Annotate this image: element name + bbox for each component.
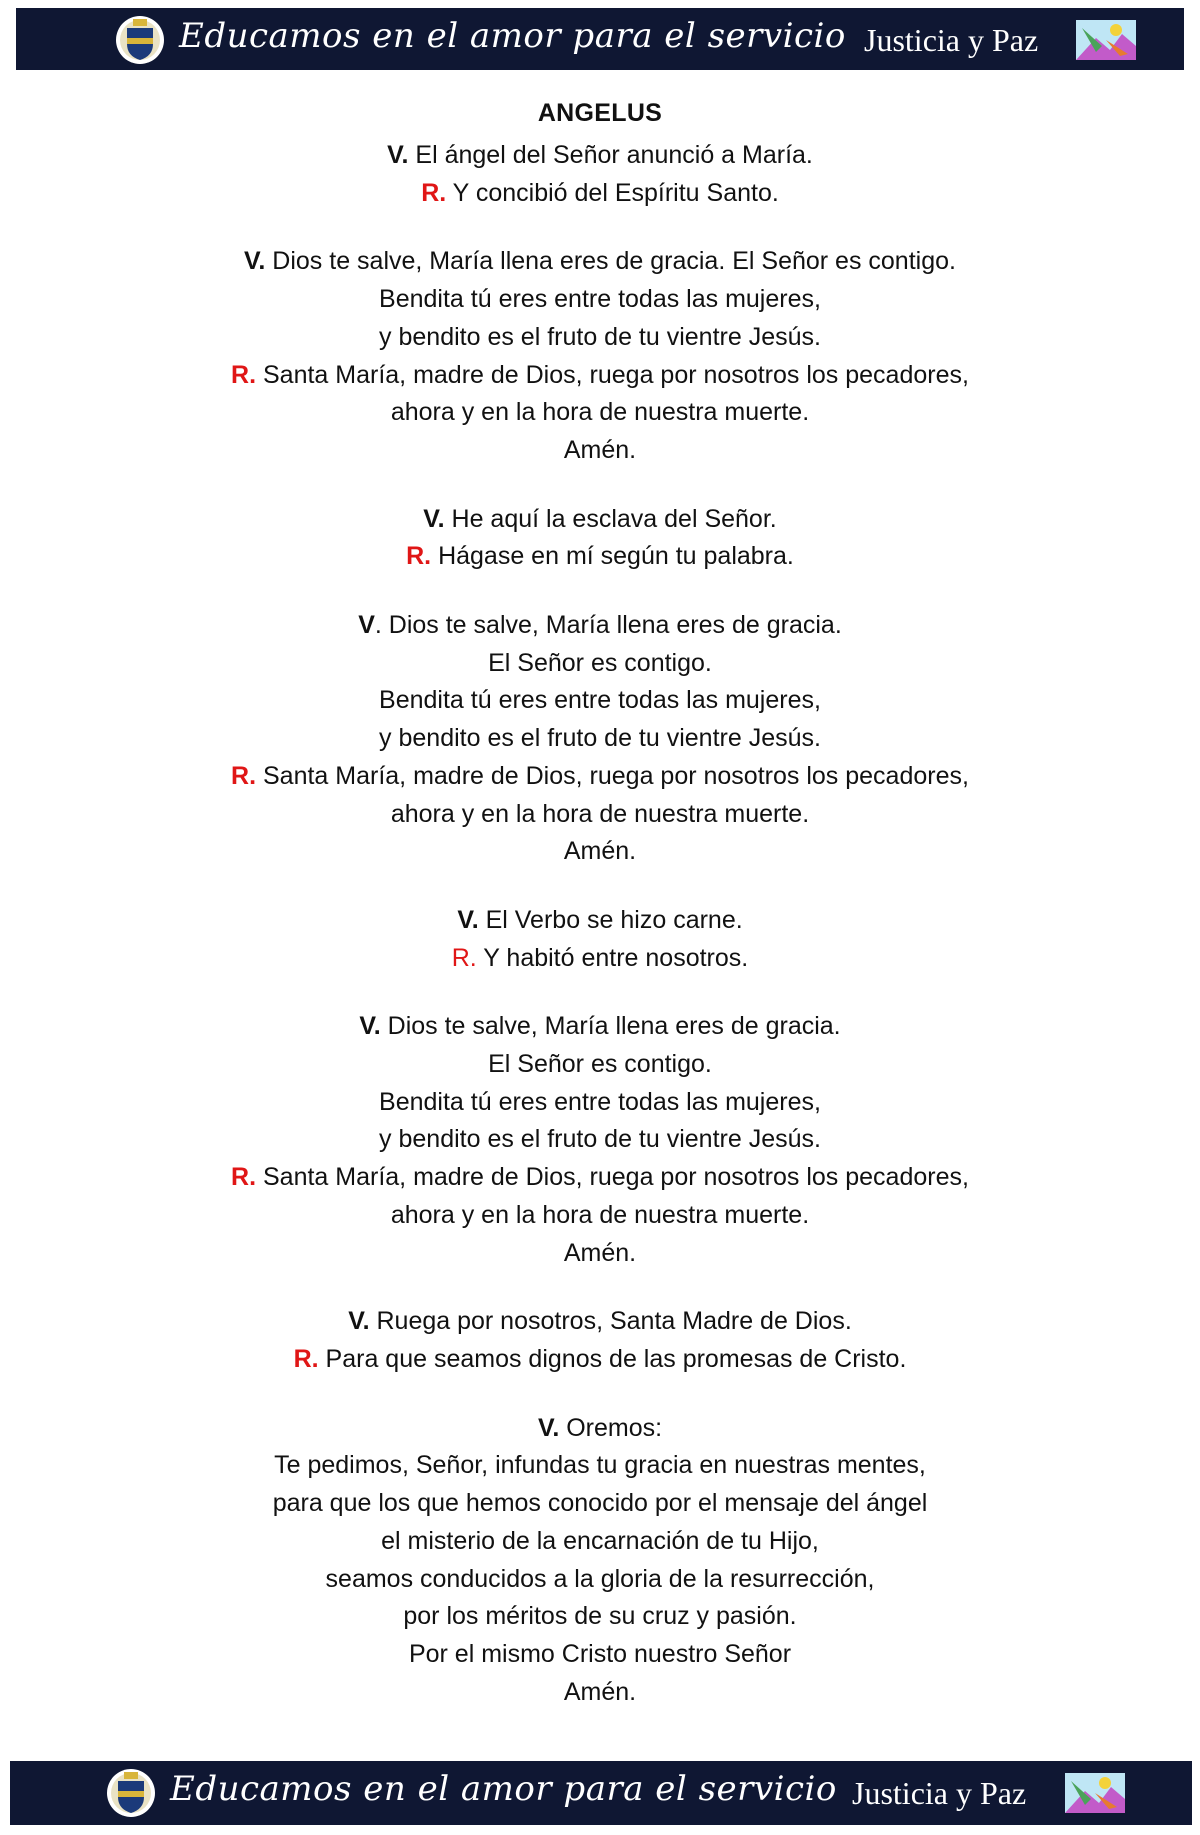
prayer-line-text: Amén. [563, 435, 637, 464]
prayer-line [0, 501, 1200, 539]
versicle-marker: V. [359, 1012, 381, 1041]
prayer-line [0, 1485, 1200, 1523]
prayer-stanza [0, 137, 1200, 212]
prayer-line-text: Amén. [563, 1238, 637, 1267]
prayer-line [0, 902, 1200, 940]
school-crest-icon [113, 14, 167, 66]
prayer-line-text: el misterio de la encarnación de tu Hijo, [381, 1526, 819, 1555]
prayer-line [0, 137, 1200, 175]
footer-area-title: Justicia y Paz [852, 1775, 1027, 1811]
prayer-line [0, 1197, 1200, 1235]
prayer-line-text: Y concibió del Espíritu Santo. [446, 178, 779, 207]
versicle-marker: V. [423, 504, 445, 533]
response-marker: R. [451, 943, 477, 972]
response-marker: R. [421, 178, 447, 207]
prayer-line-text: Bendita tú eres entre todas las mujeres, [379, 1087, 821, 1116]
prayer-line [0, 538, 1200, 576]
versicle-marker: V. [244, 247, 266, 276]
footer-banner [10, 1761, 1192, 1825]
prayer-line [0, 720, 1200, 758]
justice-peace-badge-icon [1076, 20, 1136, 60]
prayer-line-text: ahora y en la hora de nuestra muerte. [390, 1200, 810, 1229]
prayer-line [0, 682, 1200, 720]
header-area-title: Justicia y Paz [864, 22, 1039, 58]
prayer-line [0, 1341, 1200, 1379]
prayer-stanza [0, 1008, 1200, 1272]
prayer-line [0, 1159, 1200, 1197]
prayer-line-text: Bendita tú eres entre todas las mujeres, [379, 686, 821, 715]
prayer-line [0, 1598, 1200, 1636]
prayer-line [0, 645, 1200, 683]
prayer-line-text: para que los que hemos conocido por el mensaje del ángel [272, 1489, 928, 1518]
prayer-line [0, 1447, 1200, 1485]
prayer-line [0, 319, 1200, 357]
prayer-line-text: ahora y en la hora de nuestra muerte. [390, 398, 810, 427]
prayer-line-text: Por el mismo Cristo nuestro Señor [408, 1639, 792, 1668]
prayer-line-text: seamos conducidos a la gloria de la resurrección, [325, 1564, 875, 1593]
prayer-line [0, 833, 1200, 871]
versicle-marker: V. [457, 905, 479, 934]
header-banner [16, 8, 1184, 70]
prayer-line [0, 796, 1200, 834]
prayer-stanza [0, 1303, 1200, 1378]
prayer-line-text: Santa María, madre de Dios, ruega por nosotros los pecadores, [256, 761, 969, 790]
prayer-line-text: Amén. [563, 837, 637, 866]
prayer-line-text: y bendito es el fruto de tu vientre Jesús. [379, 724, 821, 753]
prayer-line [0, 1008, 1200, 1046]
response-marker: R. [293, 1344, 319, 1373]
prayer-line-text: El Verbo se hizo carne. [478, 905, 743, 934]
versicle-marker: V. [348, 1307, 370, 1336]
prayer-line-text: Santa María, madre de Dios, ruega por nosotros los pecadores, [256, 360, 969, 389]
response-marker: R. [231, 360, 257, 389]
prayer-line-text: Amén. [563, 1677, 637, 1706]
prayer-line [0, 281, 1200, 319]
justice-peace-badge-icon [1065, 1773, 1125, 1813]
response-marker: R. [231, 761, 257, 790]
prayer-line-text: por los méritos de su cruz y pasión. [403, 1602, 797, 1631]
prayer-content [0, 95, 1200, 1742]
prayer-line-text: Te pedimos, Señor, infundas tu gracia en nuestras mentes, [274, 1451, 926, 1480]
versicle-marker: V. [387, 141, 409, 169]
prayer-line-text: y bendito es el fruto de tu vientre Jesús. [379, 1125, 821, 1154]
versicle-marker: V. [537, 1413, 560, 1442]
prayer-line [0, 1046, 1200, 1084]
header-motto: Educamos en el amor para el servicio [179, 16, 846, 56]
prayer-line [0, 432, 1200, 470]
prayer-line-text: Dios te salve, María llena eres de gracia. El Señor es contigo. [265, 247, 956, 276]
footer-motto: Educamos en el amor para el servicio [170, 1769, 837, 1809]
response-marker: R. [231, 1163, 257, 1192]
prayer-stanza [0, 501, 1200, 576]
prayer-line-text: y bendito es el fruto de tu vientre Jesús. [379, 322, 821, 351]
prayer-line-text: El Señor es contigo. [488, 1050, 712, 1079]
prayer-line [0, 1523, 1200, 1561]
prayer-line [0, 1410, 1200, 1448]
prayer-stanza [0, 902, 1200, 977]
prayer-line [0, 1303, 1200, 1341]
versicle-marker: V [358, 611, 375, 640]
prayer-stanza [0, 607, 1200, 871]
prayer-line [0, 1084, 1200, 1122]
prayer-line-text: Hágase en mí según tu palabra. [431, 542, 794, 571]
prayer-line-text: Oremos: [559, 1413, 663, 1442]
prayer-line-text: Bendita tú eres entre todas las mujeres, [379, 285, 821, 314]
prayer-line-text: Santa María, madre de Dios, ruega por nosotros los pecadores, [256, 1163, 969, 1192]
prayer-line-text: . Dios te salve, María llena eres de gracia. [374, 611, 842, 640]
response-marker: R. [406, 542, 432, 571]
prayer-line-text: El Señor es contigo. [488, 648, 712, 677]
prayer-line [0, 1561, 1200, 1599]
prayer-line [0, 243, 1200, 281]
prayer-line-text: Y habitó entre nosotros. [476, 943, 749, 972]
prayer-line [0, 940, 1200, 978]
prayer-line [0, 1121, 1200, 1159]
prayer-line [0, 1674, 1200, 1712]
prayer-line [0, 1636, 1200, 1674]
prayer-stanzas [0, 137, 1200, 1711]
prayer-stanza [0, 243, 1200, 469]
prayer-line [0, 394, 1200, 432]
prayer-line [0, 758, 1200, 796]
prayer-stanza [0, 1410, 1200, 1712]
prayer-line-text: He aquí la esclava del Señor. [444, 504, 777, 533]
prayer-line [0, 607, 1200, 645]
prayer-title: ANGELUS [537, 99, 663, 127]
prayer-line-text: Para que seamos dignos de las promesas de Cristo. [318, 1344, 907, 1373]
prayer-line [0, 357, 1200, 395]
prayer-line [0, 175, 1200, 213]
school-crest-icon [104, 1767, 158, 1819]
prayer-line [0, 1235, 1200, 1273]
prayer-line-text: ahora y en la hora de nuestra muerte. [390, 799, 810, 828]
prayer-line-text: El ángel del Señor anunció a María. [408, 141, 813, 169]
prayer-line-text: Ruega por nosotros, Santa Madre de Dios. [369, 1307, 852, 1336]
prayer-line-text: Dios te salve, María llena eres de gracia. [380, 1012, 841, 1041]
